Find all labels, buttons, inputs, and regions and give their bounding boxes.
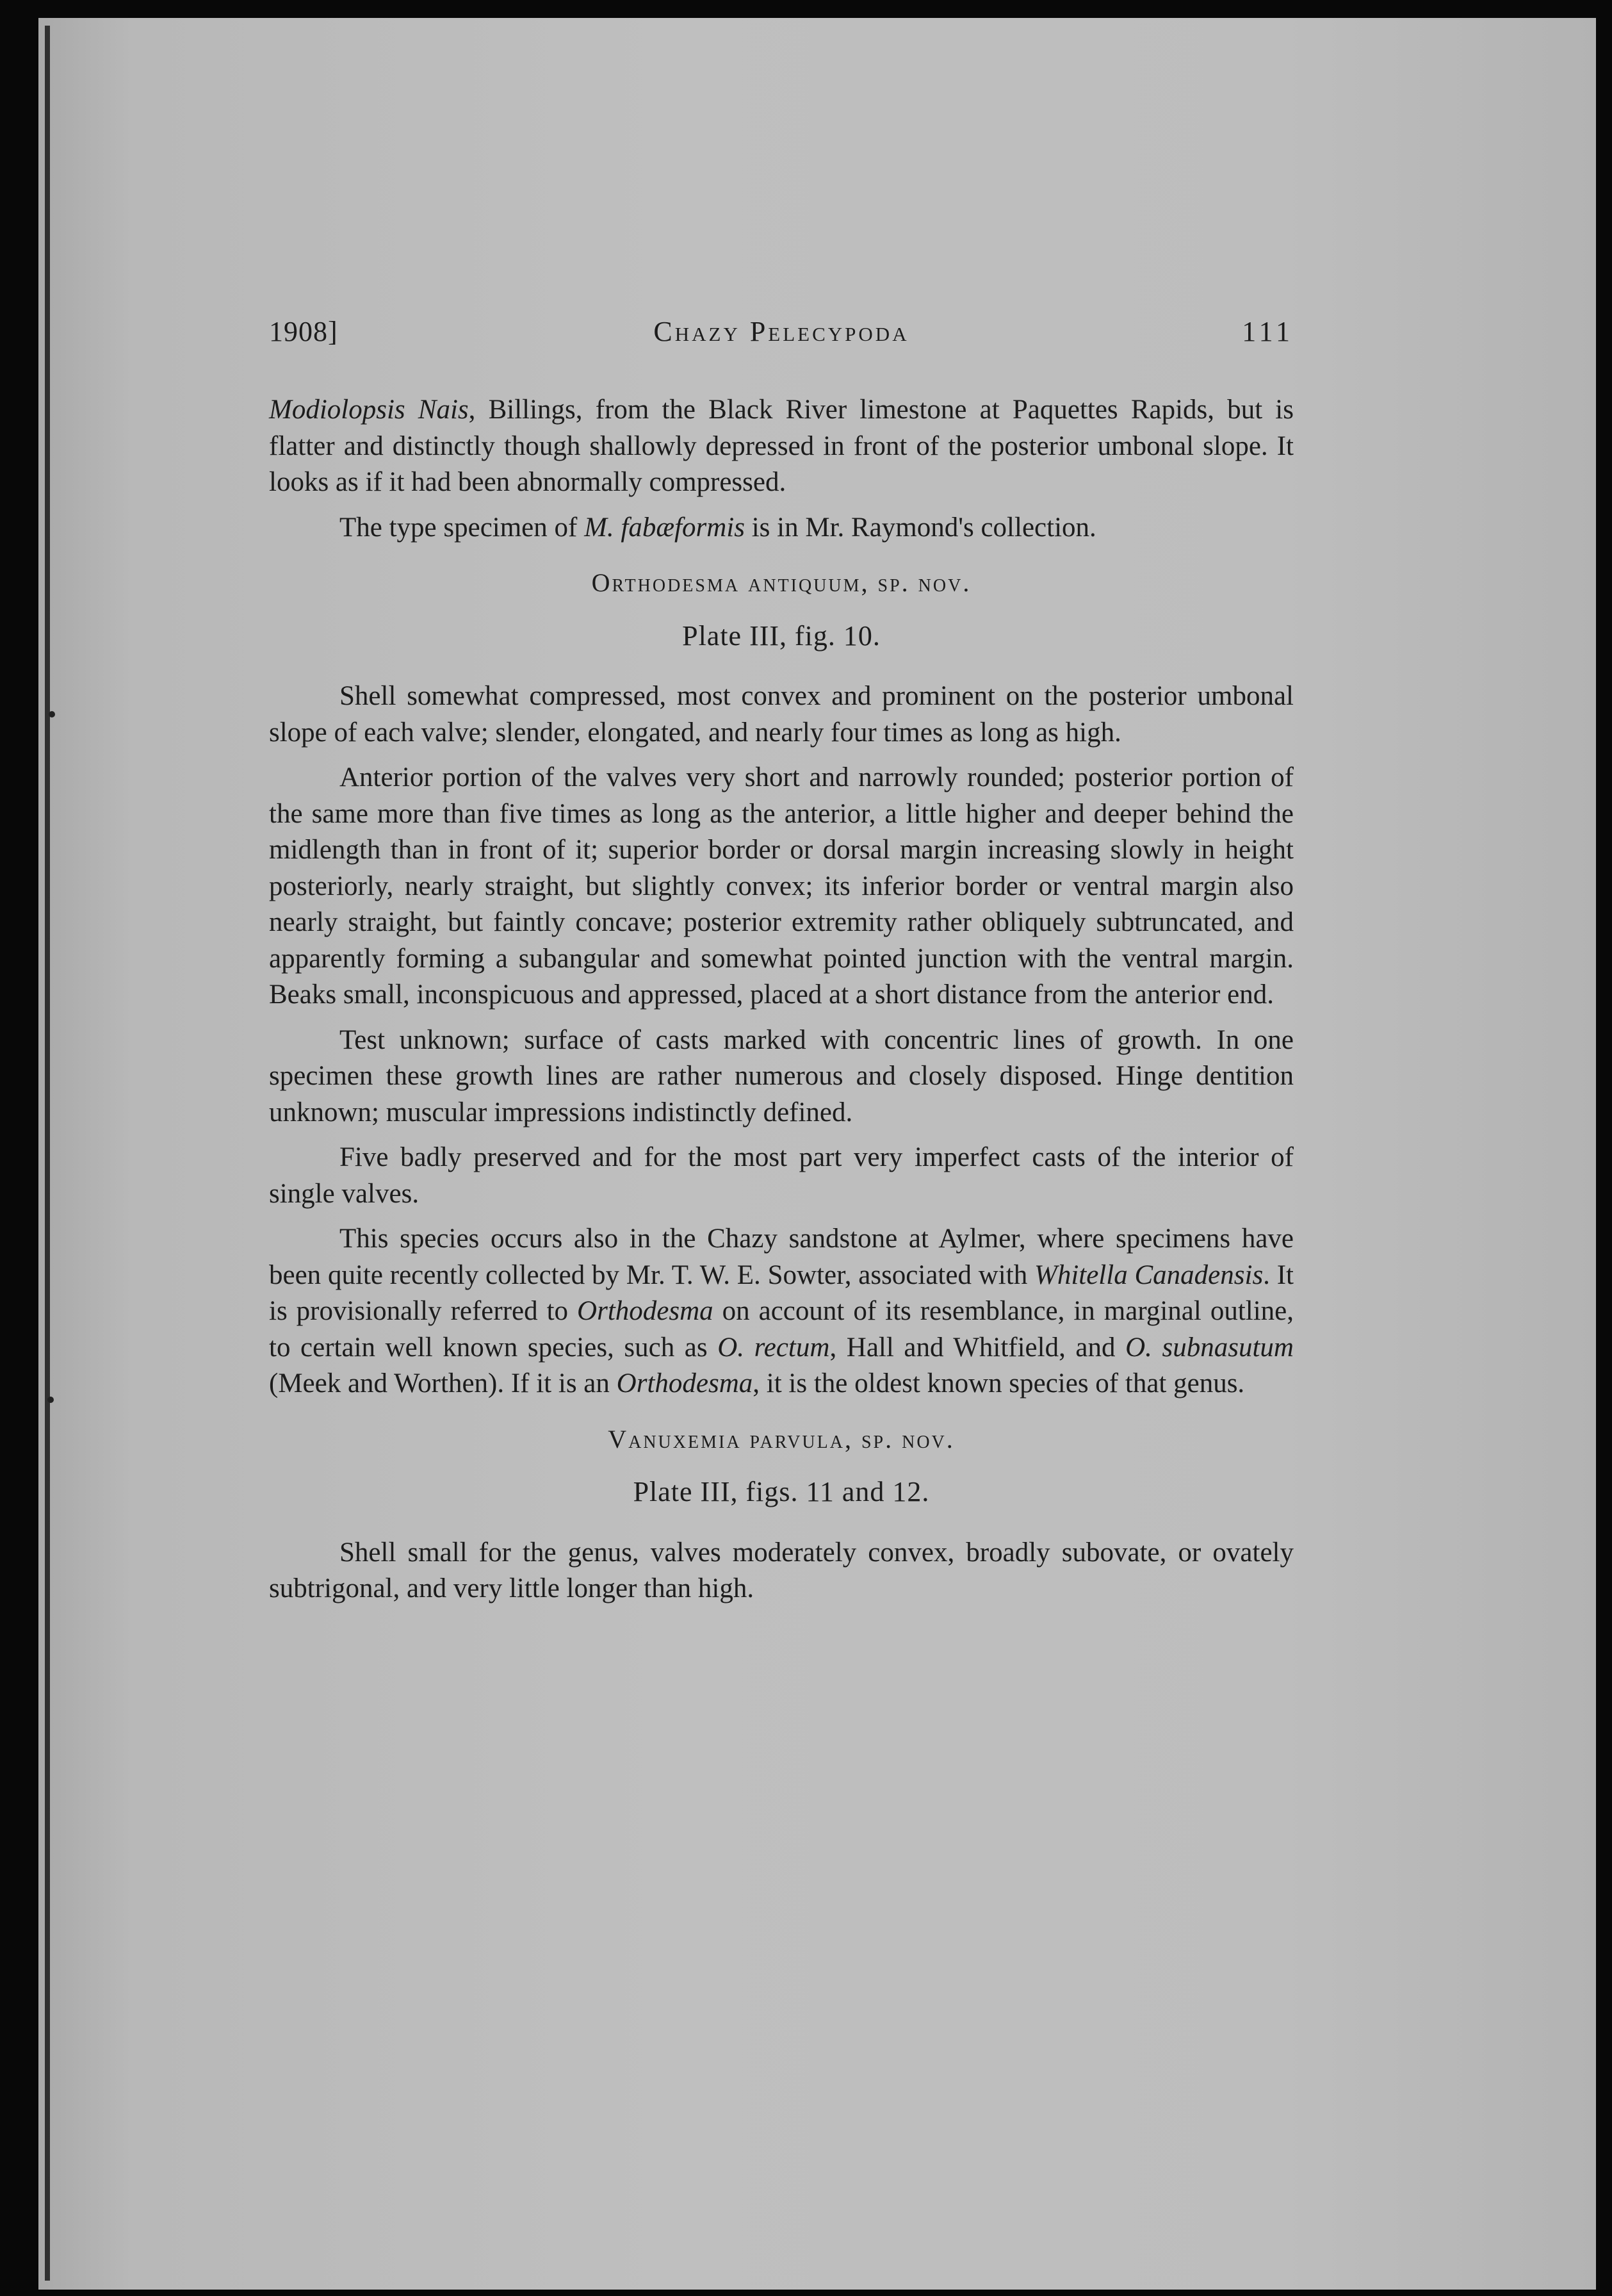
running-head — [269, 314, 1294, 352]
edge-speck — [49, 711, 55, 718]
paragraph-text: . It is provisionally referred to — [269, 1259, 1294, 1326]
taxon-name: O. subnasutum — [1125, 1332, 1294, 1363]
running-head-year: 1908] — [269, 316, 338, 347]
paragraph-text: is in Mr. Raymond's collection. — [744, 512, 1096, 543]
paragraph: Shell somewhat compressed, most convex and prominent on the posterior umbonal slope of each valve; slender, elongated, and nearly four times as long as high. — [269, 681, 1294, 748]
paragraph-text: The type specimen of — [339, 512, 585, 543]
taxon-name: O. rectum — [717, 1332, 830, 1363]
page-spine-shadow — [45, 26, 50, 2281]
paragraph-text: (Meek and Worthen). If it is an — [269, 1368, 617, 1398]
paragraph-text: , Hall and Whitfield, and — [829, 1332, 1126, 1363]
paragraph-text: This species occurs also in the Chazy sandstone at Aylmer, where specimens have been quite recently collected by Mr. T. W. E. Sowter, associated with — [269, 1224, 1294, 1290]
paragraph: Test unknown; surface of casts marked with concentric lines of growth. In one specimen these growth lines are rather numerous and closely disposed. Hinge dentition unknown; muscular impressions indistinctly defined. — [269, 1024, 1294, 1128]
species-heading: Vanuxemia parvula, sp. nov. — [608, 1424, 955, 1454]
paragraph-text: , Billings, from the Black River limestone at Paquettes Rapids, but is flatter and distinctly though shallowly depressed in front of the posterior umbonal slope. It looks as if it had been abnormally compressed. — [269, 395, 1294, 497]
paragraph: Anterior portion of the valves very short and narrowly rounded; posterior portion of the same more than five times as long as the anterior, a little higher and deeper behind the midlength than in front of it; superior border or dorsal margin increasing slowly in height posteriorly, nearly straight, but slightly convex; its inferior border or ventral margin also nearly straight, but faintly concave; posterior extremity rather obliquely subtruncated, and apparently forming a subangular and somewhat pointed junction with the ventral margin. Beaks small, inconspicuous and appressed, placed at a short distance from the anterior end. — [269, 762, 1294, 1010]
taxon-name: M. fabæformis — [584, 512, 745, 543]
running-head-title: Chazy Pelecypoda — [653, 316, 909, 347]
edge-speck — [47, 1397, 54, 1403]
paragraph: Five badly preserved and for the most part very imperfect casts of the interior of single valves. — [269, 1142, 1294, 1209]
taxon-name: Orthodesma — [616, 1368, 753, 1398]
paragraph: Shell small for the genus, valves moderately convex, broadly subovate, or ovately subtrigonal, and very little longer than high. — [269, 1537, 1294, 1603]
paragraph-text: on account of its resemblance, in marginal outline, to certain well known species, such as — [269, 1296, 1294, 1363]
species-heading: Orthodesma antiquum, sp. nov. — [591, 568, 972, 597]
taxon-name: Orthodesma — [577, 1296, 713, 1326]
paragraph — [269, 392, 1294, 501]
page-number: 111 — [1242, 316, 1294, 347]
taxon-name: Whitella Canadensis — [1034, 1259, 1264, 1290]
plate-reference: Plate III, fig. 10. — [682, 619, 881, 652]
plate-reference: Plate III, figs. 11 and 12. — [633, 1476, 930, 1507]
paragraph — [269, 1221, 1294, 1402]
paragraph-text: , it is the oldest known species of that genus. — [753, 1368, 1245, 1398]
page-text — [269, 314, 1294, 1616]
taxon-name: Modiolopsis Nais — [269, 395, 469, 425]
paragraph — [269, 510, 1294, 546]
